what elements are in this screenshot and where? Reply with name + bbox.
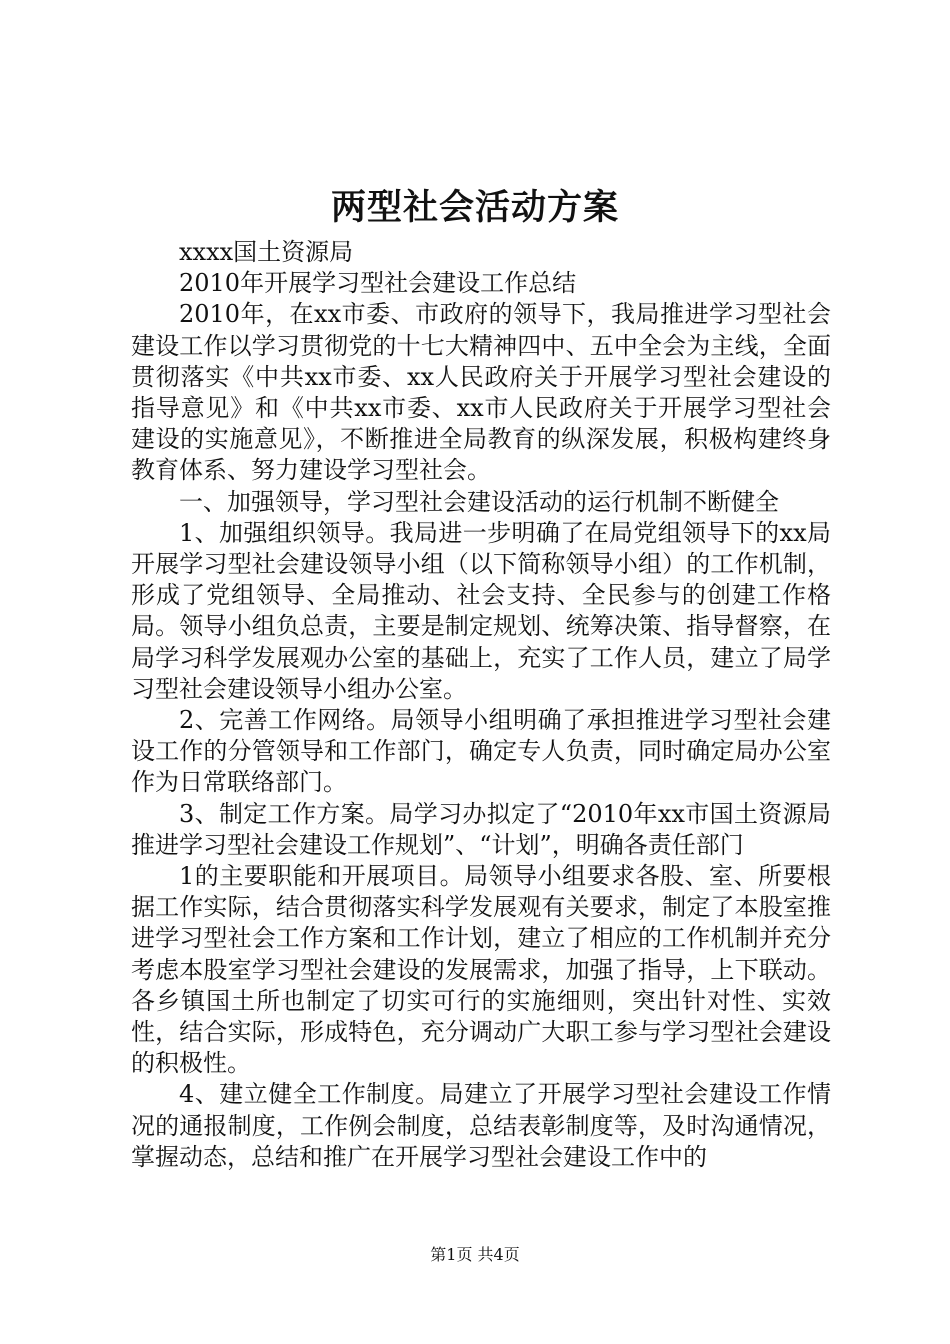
document-body: [131, 237, 831, 1173]
paragraph-org-name: xxxx国土资源局: [179, 238, 354, 266]
paragraph-item-1: 1、加强组织领导。我局进一步明确了在局党组领导下的xx局开展学习型社会建设领导小组（以下简称领导小组）的工作机制，形成了党组领导、全局推动、社会支持、全民参与的创建工作格局。领导小组负总责，主要是制定规划、统筹决策、指导督察，在局学习科学发展观办公室的基础上，充实了工作人员，建立了局学习型社会建设领导小组办公室。: [131, 518, 831, 703]
paragraph-item-3-cont: 1的主要职能和开展项目。局领导小组要求各股、室、所要根据工作实际，结合贯彻落实科学发展观有关要求，制定了本股室推进学习型社会工作方案和工作计划，建立了相应的工作机制并充分考虑本股室学习型社会建设的发展需求，加强了指导，上下联动。各乡镇国土所也制定了切实可行的实施细则，突出针对性、实效性，结合实际，形成特色，充分调动广大职工参与学习型社会建设的积极性。: [131, 862, 831, 1078]
page-number-footer: 第1页 共4页: [430, 1245, 520, 1264]
paragraph-item-4: 4、建立健全工作制度。局建立了开展学习型社会建设工作情况的通报制度，工作例会制度，总结表彰制度等，及时沟通情况，掌握动态，总结和推广在开展学习型社会建设工作中的: [131, 1080, 831, 1171]
paragraph-intro: 2010年，在xx市委、市政府的领导下，我局推进学习型社会建设工作以学习贯彻党的十七大精神四中、五中全会为主线，全面贯彻落实《中共xx市委、xx人民政府关于开展学习型社会建设的指导意见》和《中共xx市委、xx市人民政府关于开展学习型社会建设的实施意见》，不断推进全局教育的纵深发展，积极构建终身教育体系、努力建设学习型社会。: [131, 300, 831, 485]
paragraph-report-title: 2010年开展学习型社会建设工作总结: [179, 269, 577, 298]
paragraph-item-2: 2、完善工作网络。局领导小组明确了承担推进学习型社会建设工作的分管领导和工作部门，确定专人负责，同时确定局办公室作为日常联络部门。: [131, 706, 831, 797]
paragraph-item-3: 3、制定工作方案。局学习办拟定了“2010年xx市国土资源局推进学习型社会建设工作规划”、“计划”，明确各责任部门: [131, 799, 831, 859]
document-title: 两型社会活动方案: [330, 187, 619, 228]
section-heading-1: 一、加强领导，学习型社会建设活动的运行机制不断健全: [179, 487, 779, 516]
